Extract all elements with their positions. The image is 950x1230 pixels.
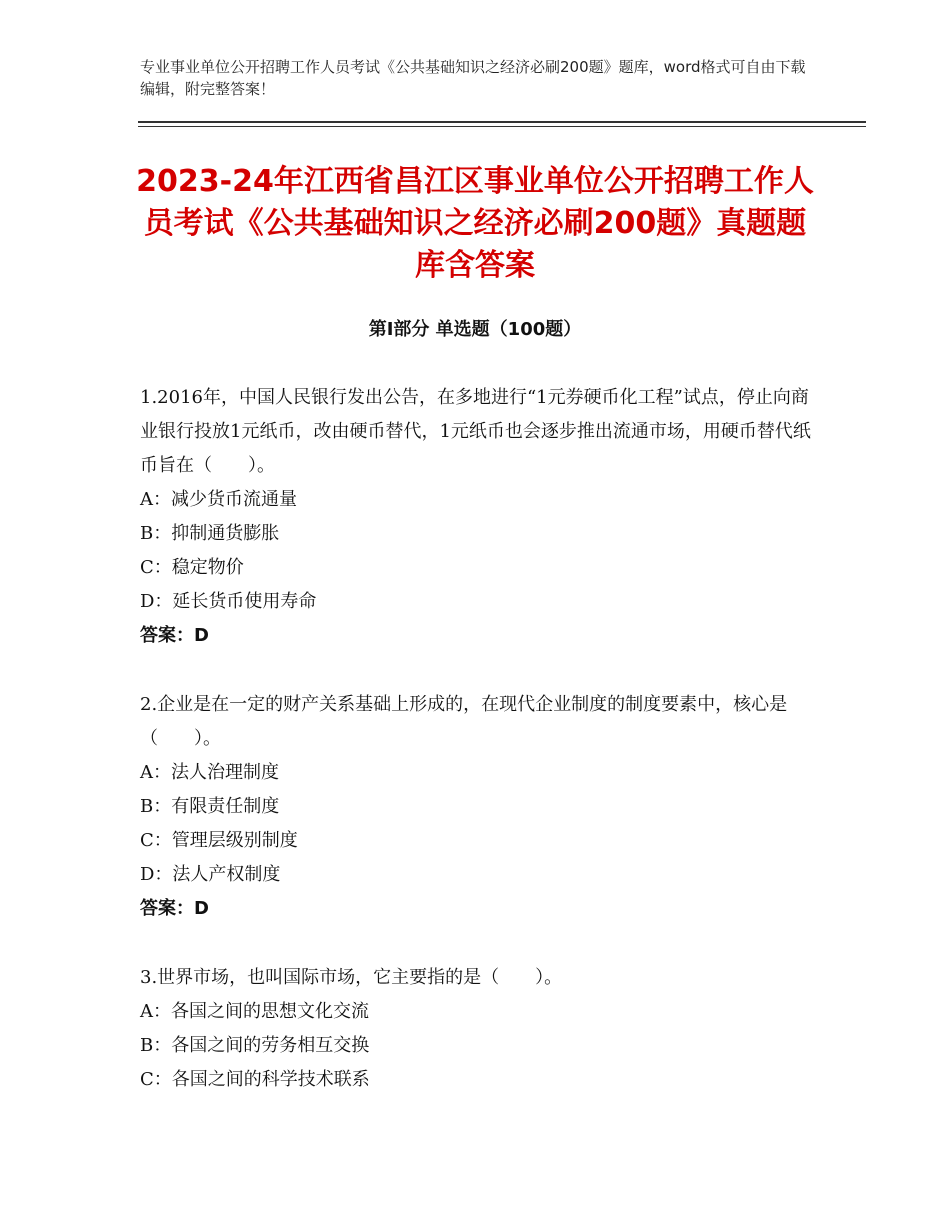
question-1-option-c: C：稳定物价 xyxy=(140,557,244,578)
question-1-option-b: B：抑制通货膨胀 xyxy=(140,523,280,544)
question-2-option-a: A：法人治理制度 xyxy=(140,762,279,783)
question-3-option-b: B：各国之间的劳务相互交换 xyxy=(140,1035,370,1056)
question-2-option-b: B：有限责任制度 xyxy=(140,796,280,817)
question-2-option-d: D：法人产权制度 xyxy=(140,864,281,885)
question-2-option-c: C：管理层级别制度 xyxy=(140,830,298,851)
question-1-option-a: A：减少货币流通量 xyxy=(140,489,297,510)
header-rule-thin xyxy=(138,126,866,127)
section-heading: 第Ⅰ部分 单选题（100题） xyxy=(368,319,582,340)
header-rule-thick xyxy=(138,121,866,123)
question-1-option-d: D：延长货币使用寿命 xyxy=(140,591,317,612)
question-1-answer: 答案：D xyxy=(140,625,209,646)
question-3-option-c: C：各国之间的科学技术联系 xyxy=(140,1069,370,1090)
document-title: 2023-24年江西省昌江区事业单位公开招聘工作人员考试《公共基础知识之经济必刷200题》真题题库含答案 xyxy=(136,164,814,283)
question-3-stem: 3.世界市场，也叫国际市场，它主要指的是（ ）。 xyxy=(140,967,563,988)
question-3-option-a: A：各国之间的思想文化交流 xyxy=(140,1001,369,1022)
question-2-answer: 答案：D xyxy=(140,898,209,919)
question-2-stem: 2.企业是在一定的财产关系基础上形成的，在现代企业制度的制度要素中，核心是（ ）。 xyxy=(140,694,788,749)
question-1-stem: 1.2016年，中国人民银行发出公告，在多地进行“1元券硬币化工程”试点，停止向商业银行投放1元纸币，改由硬币替代，1元纸币也会逐步推出流通市场，用硬币替代纸币旨在（ ）。 xyxy=(140,387,811,476)
header-note: 专业事业单位公开招聘工作人员考试《公共基础知识之经济必刷200题》题库，word格式可自由下载编辑，附完整答案！ xyxy=(140,58,806,98)
